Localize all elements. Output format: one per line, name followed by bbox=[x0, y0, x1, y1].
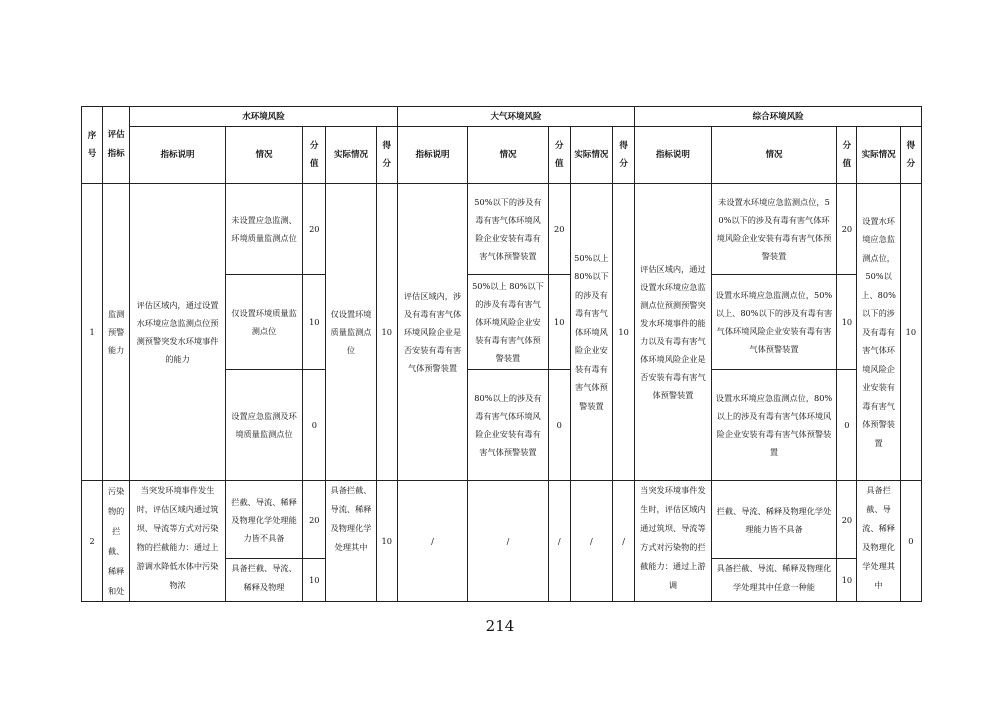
row-index: 污染物的拦截、稀释和处 bbox=[103, 481, 130, 602]
risk-assessment-table bbox=[81, 106, 922, 602]
header-desc: 指标说明 bbox=[397, 127, 467, 184]
combined-situation: 设置水环境应急监测点位，80%以上的涉及有毒有害气体环境风险企业安装有毒有害气体预警装置 bbox=[711, 370, 837, 481]
row-seq: 2 bbox=[82, 481, 103, 602]
page-number: 214 bbox=[485, 617, 515, 635]
header-seq: 序号 bbox=[82, 107, 103, 184]
combined-score: 0 bbox=[837, 370, 857, 481]
header-actual: 实际情况 bbox=[570, 127, 612, 184]
row-seq: 1 bbox=[82, 184, 103, 481]
air-situation: 80%以上的涉及有毒有害气体环境风险企业安装有毒有害气体预警装置 bbox=[468, 370, 548, 481]
air-score: 0 bbox=[548, 370, 570, 481]
header-combined-risk: 综合环境风险 bbox=[635, 107, 922, 127]
row-index: 监测预警能力 bbox=[103, 184, 130, 481]
water-got: 10 bbox=[376, 481, 397, 602]
water-desc: 评估区域内，通过设置水环境应急监测点位预测预警突发水环境事件的能力 bbox=[130, 184, 226, 481]
water-situation: 设置应急监测及环境质量监测点位 bbox=[225, 370, 302, 481]
water-situation: 未设置应急监测、环境质量监测点位 bbox=[225, 184, 302, 275]
air-desc: / bbox=[397, 481, 467, 602]
combined-desc: 评估区域内，通过设置水环境应急监测点位预测预警突发水环境事件的能力以及有毒有害气体环境风险企业是否安装有毒有害气体预警装置 bbox=[635, 184, 711, 481]
air-score: / bbox=[548, 481, 570, 602]
header-actual: 实际情况 bbox=[326, 127, 376, 184]
header-actual: 实际情况 bbox=[857, 127, 900, 184]
water-score: 10 bbox=[303, 559, 326, 602]
combined-situation: 设置水环境应急监测点位，50%以上、80%以下的涉及有毒有害气体环境风险企业安装有毒有害气体预警装置 bbox=[711, 275, 837, 370]
header-situation: 情况 bbox=[711, 127, 837, 184]
air-got: 10 bbox=[613, 184, 635, 481]
header-score: 分值 bbox=[837, 127, 857, 184]
water-score: 20 bbox=[303, 184, 326, 275]
combined-score: 20 bbox=[837, 184, 857, 275]
air-actual: 50%以上 80%以下的涉及有毒有害气体环境风险企业安装有毒有害气体预警装置 bbox=[570, 184, 612, 481]
combined-actual: 设置水环境应急监测点位，50%以上、80%以下的涉及有毒有害气体环境风险企业安装有毒有害气体预警装置 bbox=[857, 184, 900, 481]
header-got: 得分 bbox=[376, 127, 397, 184]
air-score: 20 bbox=[548, 184, 570, 275]
water-score: 10 bbox=[303, 275, 326, 370]
combined-score: 20 bbox=[837, 481, 857, 559]
combined-situation: 未设置水环境应急监测点位，50%以下的涉及有毒有害气体环境风险企业安装有毒有害气体预警装置 bbox=[711, 184, 837, 275]
air-situation: / bbox=[468, 481, 548, 602]
header-index: 评估指标 bbox=[103, 107, 130, 184]
combined-desc: 当突发环境事件发生时，评估区域内通过筑坝、导流等方式对污染物的拦截能力：通过上游调 bbox=[635, 481, 711, 602]
combined-score: 10 bbox=[837, 275, 857, 370]
air-actual: / bbox=[570, 481, 612, 602]
combined-got: 0 bbox=[900, 481, 921, 602]
header-situation: 情况 bbox=[225, 127, 302, 184]
table-row bbox=[82, 184, 922, 275]
water-situation: 拦截、导流、稀释及物理化学处理能力皆不具备 bbox=[225, 481, 302, 559]
water-actual: 具备拦截、导流、稀释及物理化学处理其中 bbox=[326, 481, 376, 602]
header-water-risk: 水环境风险 bbox=[130, 107, 398, 127]
water-score: 20 bbox=[303, 481, 326, 559]
header-score: 分值 bbox=[303, 127, 326, 184]
air-situation: 50%以下的涉及有毒有害气体环境风险企业安装有毒有害气体预警装置 bbox=[468, 184, 548, 275]
combined-score: 10 bbox=[837, 559, 857, 602]
water-got: 10 bbox=[376, 184, 397, 481]
water-situation: 具备拦截、导流、稀释及物理 bbox=[225, 559, 302, 602]
water-score: 0 bbox=[303, 370, 326, 481]
header-desc: 指标说明 bbox=[635, 127, 711, 184]
header-desc: 指标说明 bbox=[130, 127, 226, 184]
header-situation: 情况 bbox=[468, 127, 548, 184]
header-score: 分值 bbox=[548, 127, 570, 184]
combined-got: 10 bbox=[900, 184, 921, 481]
header-air-risk: 大气环境风险 bbox=[397, 107, 634, 127]
air-desc: 评估区域内，涉及有毒有害气体环境风险企业是否安装有毒有害气体预警装置 bbox=[397, 184, 467, 481]
air-got: / bbox=[613, 481, 635, 602]
air-situation: 50%以上 80%以下的涉及有毒有害气体环境风险企业安装有毒有害气体预警装置 bbox=[468, 275, 548, 370]
combined-situation: 拦截、导流、稀释及物理化学处理能力皆不具备 bbox=[711, 481, 837, 559]
air-score: 10 bbox=[548, 275, 570, 370]
combined-actual: 具备拦截、导流、稀释及物理化学处理其中 bbox=[857, 481, 900, 602]
water-desc: 当突发环境事件发生时，评估区域内通过筑坝、导流等方式对污染物的拦截能力：通过上游调水降低水体中污染物浓 bbox=[130, 481, 226, 602]
table-row bbox=[82, 481, 922, 559]
header-got: 得分 bbox=[900, 127, 921, 184]
water-actual: 仅设置环境质量监测点位 bbox=[326, 184, 376, 481]
combined-situation: 具备拦截、导流、稀释及物理化学处理其中任意一种能 bbox=[711, 559, 837, 602]
header-got: 得分 bbox=[613, 127, 635, 184]
water-situation: 仅设置环境质量监测点位 bbox=[225, 275, 302, 370]
